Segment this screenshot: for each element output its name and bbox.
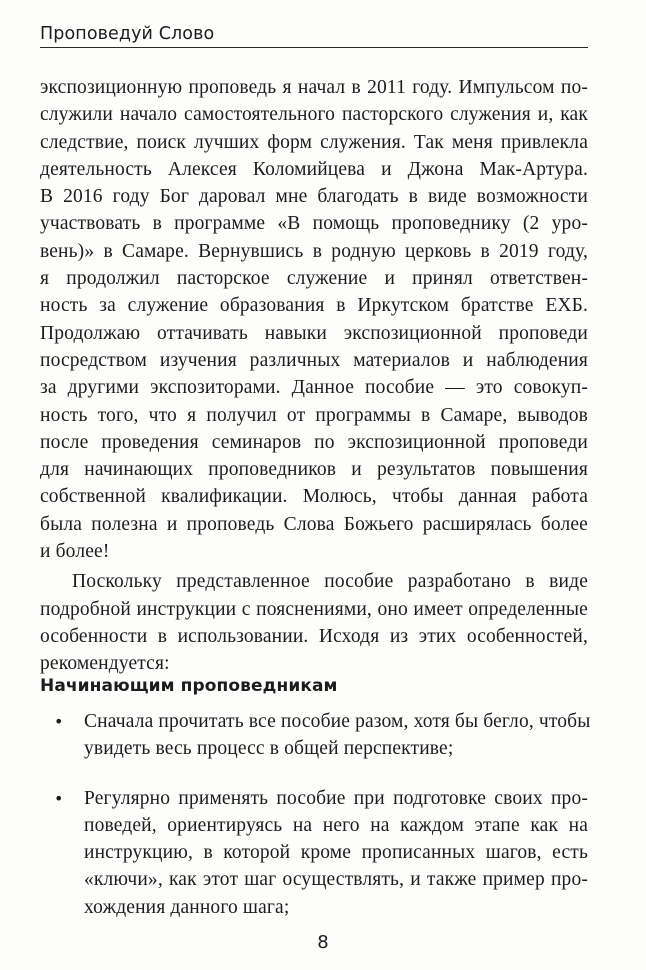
paragraph-2 (40, 568, 588, 677)
text-line: и более! (40, 541, 110, 563)
paragraph-1 (40, 74, 588, 565)
text-line: Сначала прочитать все пособие разом, хотя бы бегло, чтобы (84, 711, 591, 732)
text-line: деятельность Алексея Коломийцева и Джона Мак-Артура. (40, 158, 588, 180)
list-item (40, 785, 588, 921)
text-line: вень)» в Самаре. Вернувшись в родную церковь в 2019 году, (40, 240, 588, 262)
text-line: экспозиционную проповедь я начал в 2011 году. Импульсом по- (40, 77, 588, 98)
bullet-list (40, 708, 591, 921)
running-head: Проповедуй Слово (40, 24, 588, 48)
bullet-icon: • (54, 788, 64, 808)
text-line: особенности в использовании. Исходя из этих особенностей, (40, 625, 588, 647)
text-line: после проведения семинаров по экспозиционной проповеди (40, 431, 588, 453)
page-number: 8 (317, 932, 329, 953)
text-line: «ключи», как этот шаг осуществлять, и также пример про- (84, 869, 588, 891)
text-line: за другими экспозиторами. Данное пособие — это совокуп- (40, 377, 588, 399)
body-text (40, 74, 588, 678)
text-line: увидеть весь процесс в общей перспективе; (84, 738, 454, 760)
text-line: рекомендуется: (40, 653, 170, 675)
text-line: для начинающих проповедников и результатов повышения (40, 459, 588, 481)
text-line: В 2016 году Бог даровал мне благодать в виде возможности (40, 186, 588, 208)
section-heading: Начинающим проповедникам (40, 676, 338, 696)
text-line: Поскольку представленное пособие разработано в виде (72, 571, 588, 593)
text-line: Продолжаю оттачивать навыки экспозиционной проповеди (40, 322, 588, 344)
text-line: следствие, поиск лучших форм служения. Так меня привлекла (40, 131, 588, 153)
text-line: собственной квалификации. Молюсь, чтобы данная работа (40, 486, 588, 508)
text-line: хождения данного шага; (84, 896, 290, 918)
text-line: служили начало самостоятельного пасторского служения и, как (40, 104, 588, 126)
text-line: подробной инструкции с пояснениями, оно имеет определенные (40, 598, 588, 620)
text-line: посредством изучения различных материалов и наблюдения (40, 349, 588, 371)
text-line: ность за служение образования в Иркутском братстве ЕХБ. (40, 295, 588, 317)
text-line: ность того, что я получил от программы в Самаре, выводов (40, 404, 588, 426)
text-line: инструкцию, в которой кроме прописанных шагов, есть (84, 842, 588, 864)
text-line: участвовать в программе «В помощь проповеднику (2 уро- (40, 213, 588, 235)
text-line: была полезна и проповедь Слова Божьего расширялась более (40, 513, 588, 535)
text-line: я продолжил пасторское служение и принял ответствен- (40, 268, 588, 290)
text-line: поведей, ориентируясь на него на каждом этапе как на (84, 814, 588, 836)
text-line: Регулярно применять пособие при подготовке своих про- (84, 787, 588, 809)
bullet-icon: • (54, 712, 64, 731)
list-item (40, 708, 591, 763)
